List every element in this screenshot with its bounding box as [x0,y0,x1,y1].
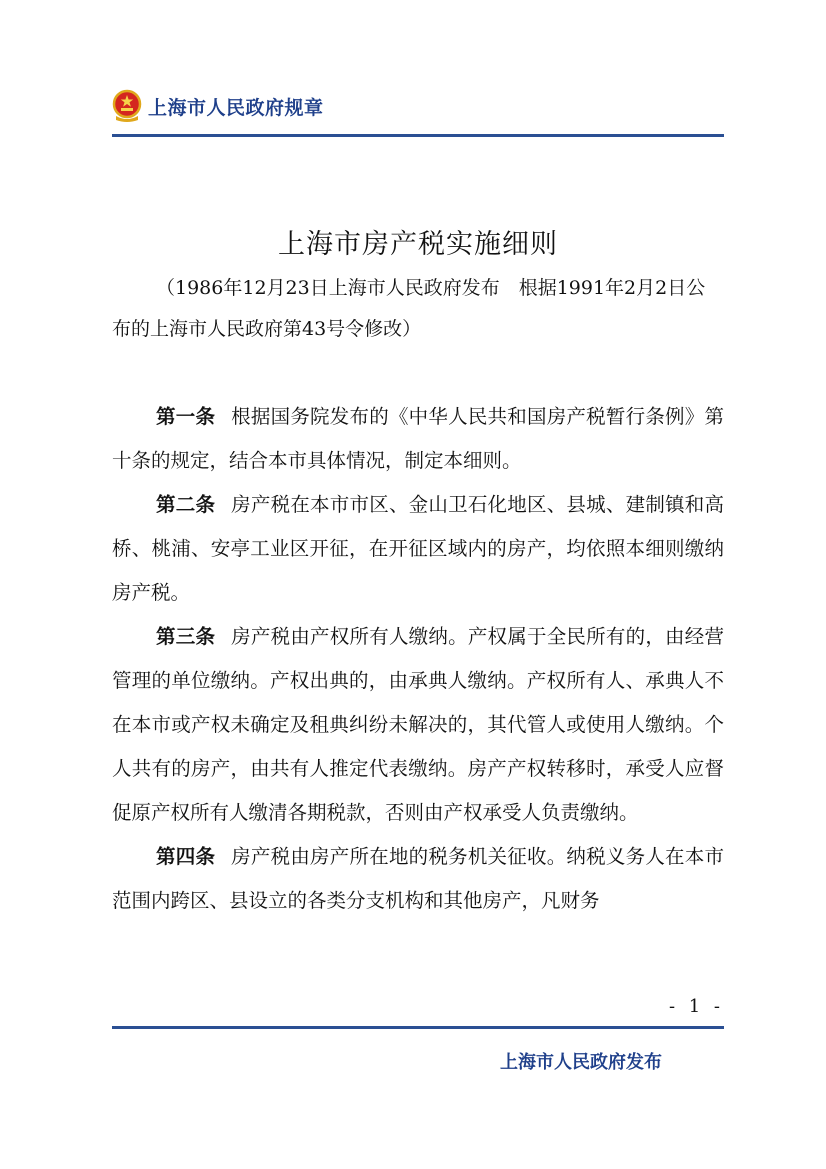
header-divider [112,134,724,137]
article-2 [112,483,724,615]
article-text: 房产税由房产所在地的税务机关征收。纳税义务人在本市范围内跨区、县设立的各类分支机构和其他房产，凡财务 [112,845,724,912]
footer-publisher: 上海市人民政府发布 [500,1052,662,1073]
article-label: 第三条 [156,625,216,648]
footer-divider [112,1026,724,1029]
article-label: 第四条 [156,845,216,868]
page-header [112,86,724,126]
document-body [112,395,724,923]
page-number: - 1 - [668,996,724,1017]
national-emblem-icon [112,89,142,123]
article-label: 第二条 [156,493,216,516]
article-text: 房产税由产权所有人缴纳。产权属于全民所有的，由经营管理的单位缴纳。产权出典的，由承典人缴纳。产权所有人、承典人不在本市或产权未确定及租典纠纷未解决的，其代管人或使用人缴纳。个人共有的房产，由共有人推定代表缴纳。房产产权转移时，承受人应督促原产权所有人缴清各期税款，否则由产权承受人负责缴纳。 [112,625,724,824]
article-text: 房产税在本市市区、金山卫石化地区、县城、建制镇和高桥、桃浦、安亭工业区开征，在开征区域内的房产，均依照本细则缴纳房产税。 [112,493,724,604]
article-3 [112,615,724,835]
header-title: 上海市人民政府规章 [148,96,324,119]
article-4 [112,835,724,923]
document-subtitle: （1986年12月23日上海市人民政府发布 根据1991年2月2日公布的上海市人民政府第43号令修改） [112,277,706,340]
article-label: 第一条 [156,405,216,428]
document-title: 上海市房产税实施细则 [278,229,558,260]
article-text: 根据国务院发布的《中华人民共和国房产税暂行条例》第十条的规定，结合本市具体情况，制定本细则。 [112,405,724,472]
article-1 [112,395,724,483]
